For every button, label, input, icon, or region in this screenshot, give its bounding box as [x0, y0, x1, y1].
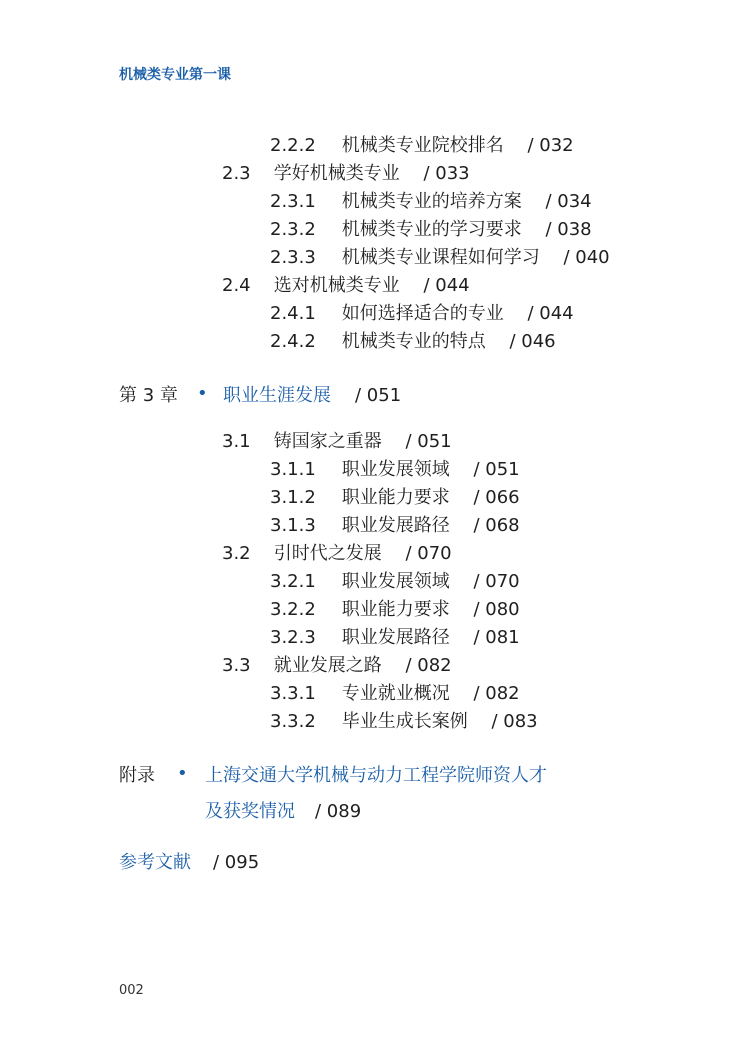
toc-entry-3-3-2[interactable]	[270, 710, 538, 734]
page-ref: / 034	[545, 191, 592, 212]
page-ref: / 089	[315, 801, 362, 822]
toc-entry-3-2[interactable]	[222, 542, 452, 566]
page-ref: / 082	[405, 655, 452, 676]
section-title: 机械类专业的学习要求	[341, 219, 522, 240]
section-number: 2.4.1	[270, 303, 316, 324]
bullet-icon: •	[177, 763, 188, 784]
toc-chapter-3[interactable]	[119, 383, 519, 411]
section-title: 铸国家之重器	[273, 431, 382, 452]
section-number: 3.1.2	[270, 487, 316, 508]
page-ref: / 040	[563, 247, 610, 268]
toc-entry-3-1-2[interactable]	[270, 486, 520, 510]
toc-entry-2-3-3[interactable]	[270, 246, 610, 270]
toc-entry-3-1[interactable]	[222, 430, 452, 454]
toc-entry-2-3[interactable]	[222, 162, 470, 186]
section-title: 职业发展领域	[341, 459, 450, 480]
appendix-title-line1: 上海交通大学机械与动力工程学院师资人才	[205, 765, 547, 786]
toc-references[interactable]	[119, 850, 419, 878]
page-ref: / 082	[473, 683, 520, 704]
section-number: 3.3	[222, 655, 251, 676]
section-number: 2.3	[222, 163, 251, 184]
page-ref: / 038	[545, 219, 592, 240]
toc-entry-3-1-3[interactable]	[270, 514, 520, 538]
page-ref: / 066	[473, 487, 520, 508]
section-title: 选对机械类专业	[273, 275, 400, 296]
page-ref: / 033	[423, 163, 470, 184]
toc-entry-3-2-2[interactable]	[270, 598, 520, 622]
page-ref: / 081	[473, 627, 520, 648]
toc-entry-3-1-1[interactable]	[270, 458, 520, 482]
references-title: 参考文献	[119, 852, 191, 873]
toc-entry-3-2-3[interactable]	[270, 626, 520, 650]
section-title: 机械类专业的培养方案	[341, 191, 522, 212]
section-number: 3.1	[222, 431, 251, 452]
toc-entry-2-4[interactable]	[222, 274, 470, 298]
chapter-title: 职业生涯发展	[223, 385, 331, 406]
section-title: 机械类专业课程如何学习	[341, 247, 540, 268]
page-ref: / 044	[423, 275, 470, 296]
section-number: 2.2.2	[270, 135, 316, 156]
toc-entry-3-3[interactable]	[222, 654, 452, 678]
section-title: 职业能力要求	[341, 599, 450, 620]
page-ref: / 051	[405, 431, 452, 452]
page-ref: / 051	[355, 385, 402, 406]
section-title: 职业发展路径	[341, 627, 450, 648]
bullet-icon: •	[197, 383, 208, 404]
page-ref: / 032	[527, 135, 574, 156]
page-ref: / 046	[509, 331, 556, 352]
page-number: 002	[119, 983, 144, 998]
running-header: 机械类专业第一课	[119, 67, 231, 83]
section-title: 专业就业概况	[341, 683, 450, 704]
chapter-label: 第 3 章	[119, 385, 178, 406]
section-title: 如何选择适合的专业	[341, 303, 504, 324]
page-ref: / 083	[491, 711, 538, 732]
section-number: 2.4.2	[270, 331, 316, 352]
toc-entry-2-4-1[interactable]	[270, 302, 574, 326]
section-number: 2.3.2	[270, 219, 316, 240]
page-ref: / 070	[405, 543, 452, 564]
toc-entry-3-3-1[interactable]	[270, 682, 520, 706]
section-title: 职业发展领域	[341, 571, 450, 592]
section-title: 职业发展路径	[341, 515, 450, 536]
section-number: 2.3.3	[270, 247, 316, 268]
toc-entry-2-3-2[interactable]	[270, 218, 592, 242]
toc-entry-3-2-1[interactable]	[270, 570, 520, 594]
section-number: 3.2.2	[270, 599, 316, 620]
page-ref: / 068	[473, 515, 520, 536]
toc-entry-2-4-2[interactable]	[270, 330, 556, 354]
section-number: 3.1.1	[270, 459, 316, 480]
page-ref: / 080	[473, 599, 520, 620]
section-title: 就业发展之路	[273, 655, 382, 676]
page-ref: / 044	[527, 303, 574, 324]
page-ref: / 095	[213, 852, 260, 873]
section-number: 3.3.1	[270, 683, 316, 704]
section-title: 机械类专业的特点	[341, 331, 486, 352]
section-number: 3.2.3	[270, 627, 316, 648]
section-title: 学好机械类专业	[273, 163, 400, 184]
section-title: 机械类专业院校排名	[341, 135, 504, 156]
section-title: 引时代之发展	[273, 543, 382, 564]
section-number: 3.1.3	[270, 515, 316, 536]
page-ref: / 070	[473, 571, 520, 592]
toc-entry-2-3-1[interactable]	[270, 190, 592, 214]
section-number: 2.4	[222, 275, 251, 296]
section-number: 3.3.2	[270, 711, 316, 732]
appendix-title-line2: 及获奖情况	[205, 801, 295, 822]
section-title: 毕业生成长案例	[341, 711, 468, 732]
toc-entry-2-2-2[interactable]	[270, 134, 574, 158]
section-title: 职业能力要求	[341, 487, 450, 508]
page-ref: / 051	[473, 459, 520, 480]
section-number: 2.3.1	[270, 191, 316, 212]
section-number: 3.2.1	[270, 571, 316, 592]
toc-appendix[interactable]	[119, 763, 619, 833]
section-number: 3.2	[222, 543, 251, 564]
appendix-label: 附录	[119, 765, 155, 786]
